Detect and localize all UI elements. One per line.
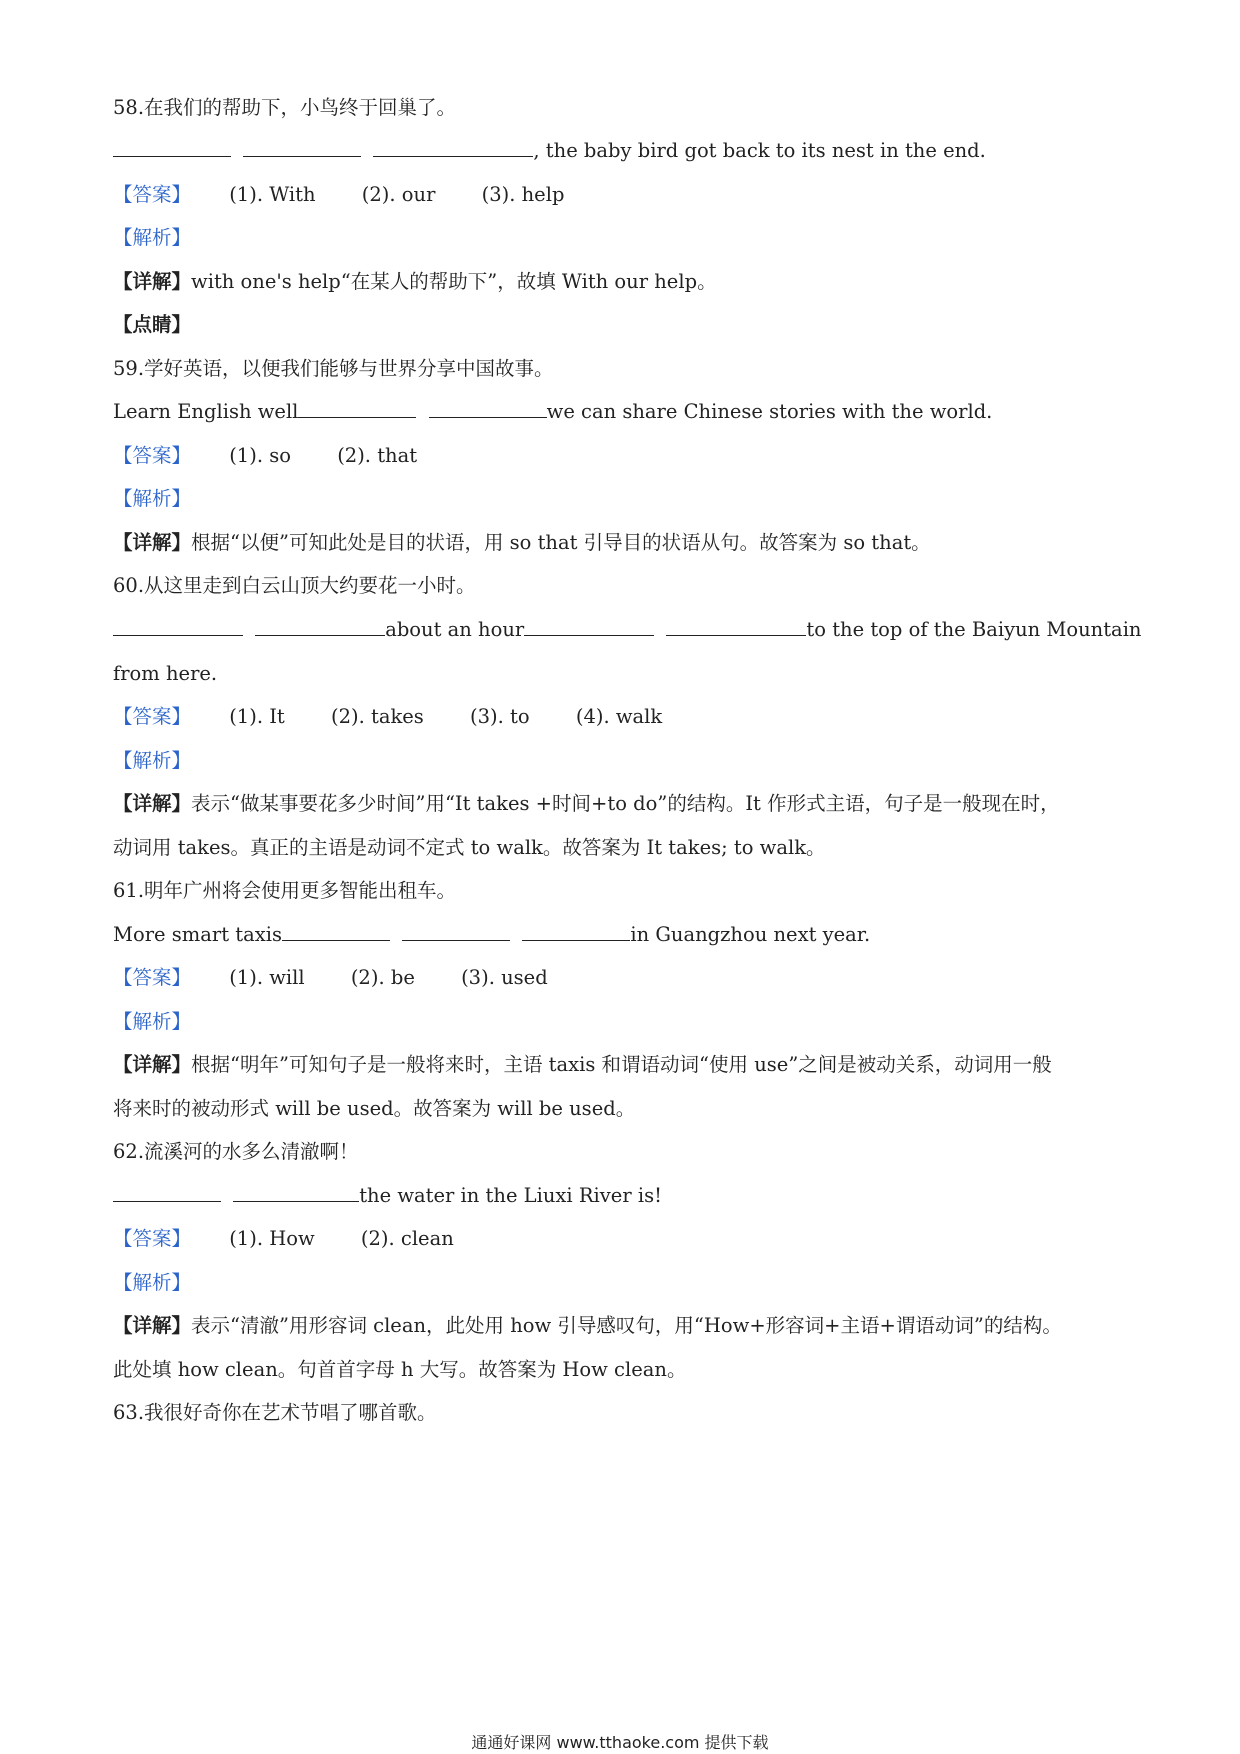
q60-detail-row <box>113 789 1140 819</box>
q60-sentence <box>113 615 1140 645</box>
detail-text: 根据“明年”可知句子是一般将来时，主语 taxis 和谓语动词“使用 use”之间是被动关系，动词用一般 <box>191 1053 1052 1076</box>
q61-sentence-start: More smart taxis <box>113 923 282 946</box>
blank-2 <box>429 397 547 418</box>
note-tag: 【点睛】 <box>113 313 192 336</box>
blank-3 <box>522 920 630 941</box>
blank-4 <box>666 615 806 636</box>
q60-analysis-row <box>113 746 1140 776</box>
q58-sentence-rest: , the baby bird got back to its nest in the end. <box>533 139 986 162</box>
q59-prompt: 59.学好英语，以便我们能够与世界分享中国故事。 <box>113 357 554 380</box>
answer-item: (1). With <box>229 183 316 206</box>
answer-tag: 【答案】 <box>113 966 192 989</box>
analysis-tag: 【解析】 <box>113 1010 192 1033</box>
blank-3 <box>373 136 533 157</box>
q62-detail-row-2: 此处填 how clean。句首首字母 h 大写。故答案为 How clean。 <box>113 1358 687 1381</box>
blank-1 <box>113 615 243 636</box>
blank-2 <box>402 920 510 941</box>
detail-text: 表示“做某事要花多少时间”用“It takes +时间+to do”的结构。It 作形式主语，句子是一般现在时， <box>191 792 1060 815</box>
q62-sentence-rest: the water in the Liuxi River is! <box>359 1184 662 1207</box>
analysis-tag: 【解析】 <box>113 487 192 510</box>
analysis-tag: 【解析】 <box>113 1271 192 1294</box>
q62-prompt: 62.流溪河的水多么清澈啊！ <box>113 1140 359 1163</box>
q60-prompt: 60.从这里走到白云山顶大约要花一小时。 <box>113 574 476 597</box>
q61-answer-row <box>113 963 1140 993</box>
q59-sentence <box>113 397 1140 427</box>
analysis-tag: 【解析】 <box>113 226 192 249</box>
q60-sentence-cont: from here. <box>113 662 218 685</box>
q63-prompt: 63.我很好奇你在艺术节唱了哪首歌。 <box>113 1401 437 1424</box>
blank-2 <box>255 615 385 636</box>
q58-answer-row <box>113 180 1140 210</box>
blank-3 <box>524 615 654 636</box>
answer-item: (1). How <box>229 1227 315 1250</box>
detail-text: 根据“以便”可知此处是目的状语，用 so that 引导目的状语从句。故答案为 so that。 <box>191 531 931 554</box>
q60-detail-row-2: 动词用 takes。真正的主语是动词不定式 to walk。故答案为 It takes; to walk。 <box>113 836 826 859</box>
q61-detail-row <box>113 1050 1140 1080</box>
q62-answer-row <box>113 1224 1140 1254</box>
q61-analysis-row <box>113 1007 1140 1037</box>
answer-item: (4). walk <box>575 705 663 728</box>
detail-text: with one's help“在某人的帮助下”，故填 With our help。 <box>191 270 717 293</box>
q58-sentence <box>113 136 1140 166</box>
answer-item: (3). to <box>470 705 530 728</box>
blank-2 <box>233 1181 359 1202</box>
answer-item: (2). that <box>337 444 418 467</box>
q62-detail-row <box>113 1311 1140 1341</box>
detail-text: 表示“清澈”用形容词 clean，此处用 how 引导感叹句，用“How+形容词+主语+谓语动词”的结构。 <box>191 1314 1062 1337</box>
q62-sentence <box>113 1181 1140 1211</box>
page-footer: 通通好课网 www.tthaoke.com 提供下载 <box>471 1733 769 1752</box>
q60-sentence-mid: about an hour <box>385 618 525 641</box>
q58-prompt: 58.在我们的帮助下，小鸟终于回巢了。 <box>113 96 457 119</box>
answer-item: (1). so <box>229 444 291 467</box>
blank-1 <box>282 920 390 941</box>
analysis-tag: 【解析】 <box>113 749 192 772</box>
blank-2 <box>243 136 361 157</box>
q59-analysis-row <box>113 484 1140 514</box>
q59-sentence-start: Learn English well <box>113 400 299 423</box>
answer-tag: 【答案】 <box>113 705 192 728</box>
answer-tag: 【答案】 <box>113 444 192 467</box>
answer-item: (1). will <box>229 966 305 989</box>
q61-sentence-rest: in Guangzhou next year. <box>630 923 871 946</box>
q58-analysis-row <box>113 223 1140 253</box>
blank-1 <box>298 397 416 418</box>
detail-tag: 【详解】 <box>113 1053 192 1076</box>
answer-item: (2). clean <box>360 1227 454 1250</box>
q58-note-row <box>113 310 1140 340</box>
answer-item: (2). takes <box>330 705 424 728</box>
answer-tag: 【答案】 <box>113 183 192 206</box>
answer-item: (2). be <box>350 966 415 989</box>
answer-item: (2). our <box>361 183 436 206</box>
detail-tag: 【详解】 <box>113 1314 192 1337</box>
q59-detail-row <box>113 528 1140 558</box>
detail-tag: 【详解】 <box>113 270 192 293</box>
answer-tag: 【答案】 <box>113 1227 192 1250</box>
q59-sentence-rest: we can share Chinese stories with the world. <box>546 400 993 423</box>
q62-analysis-row <box>113 1268 1140 1298</box>
q60-sentence-rest: to the top of the Baiyun Mountain <box>806 618 1142 641</box>
q58-detail-row <box>113 267 1140 297</box>
blank-1 <box>113 1181 221 1202</box>
q61-sentence <box>113 920 1140 950</box>
blank-1 <box>113 136 231 157</box>
q59-answer-row <box>113 441 1140 471</box>
answer-item: (3). help <box>481 183 565 206</box>
q61-detail-row-2: 将来时的被动形式 will be used。故答案为 will be used。 <box>113 1097 636 1120</box>
answer-item: (3). used <box>461 966 548 989</box>
detail-tag: 【详解】 <box>113 531 192 554</box>
q61-prompt: 61.明年广州将会使用更多智能出租车。 <box>113 879 457 902</box>
detail-tag: 【详解】 <box>113 792 192 815</box>
answer-item: (1). It <box>229 705 285 728</box>
q60-answer-row <box>113 702 1140 732</box>
